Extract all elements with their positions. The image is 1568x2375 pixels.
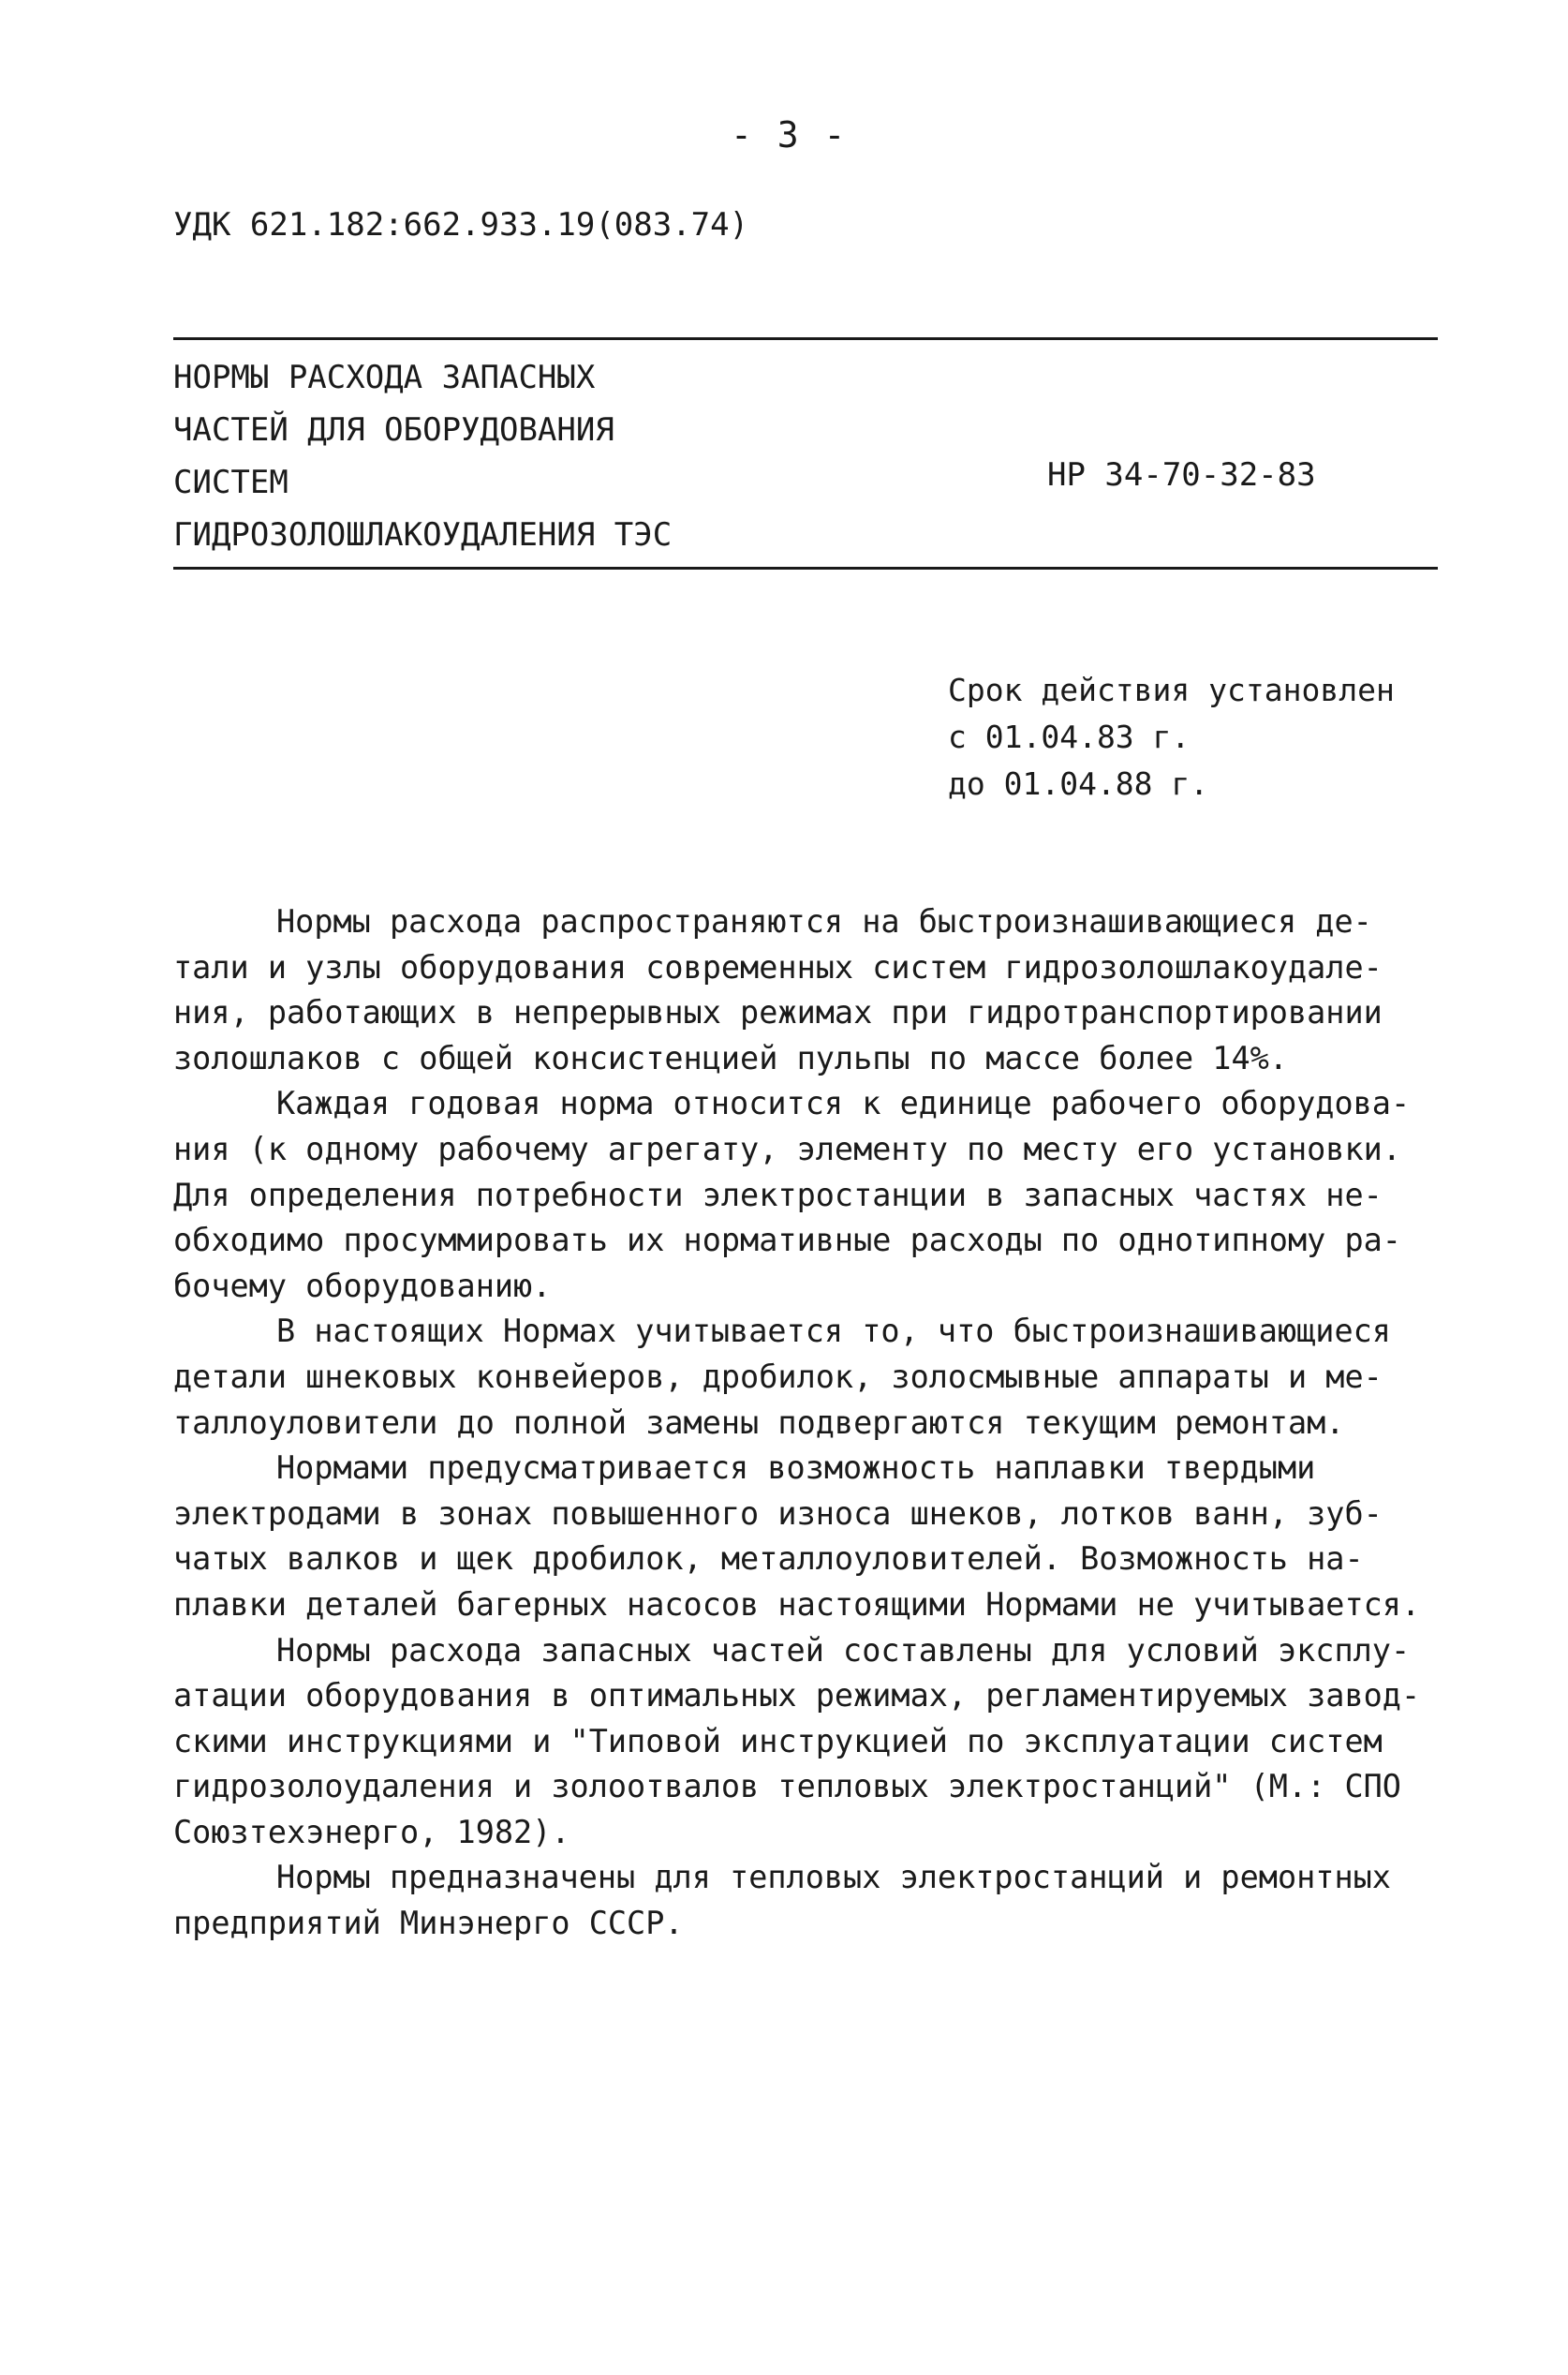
paragraph <box>173 1446 1466 1627</box>
title-line: ГИДРОЗОЛОШЛАКОУДАЛЕНИЯ ТЭС <box>173 516 673 554</box>
text-line: В настоящих Нормах учитывается то, что быстроизнашивающиеся <box>276 1313 1391 1350</box>
header-rule-bottom <box>173 567 1438 570</box>
page-number: - 3 - <box>731 114 848 156</box>
text-line: Нормы предназначены для тепловых электростанций и ремонтных <box>276 1859 1391 1896</box>
text-line: предприятий Минэнерго СССР. <box>173 1905 684 1942</box>
validity-line: с 01.04.83 г. <box>948 719 1191 755</box>
validity-period <box>948 667 1395 808</box>
body-text <box>173 899 1466 1947</box>
text-line: скими инструкциями и "Типовой инструкцией по эксплуатации систем <box>173 1722 1383 1759</box>
paragraph <box>173 1309 1466 1446</box>
title-line: СИСТЕМ <box>173 464 288 501</box>
text-line: электродами в зонах повышенного износа шнеков, лотков ванн, зуб- <box>173 1494 1383 1532</box>
text-line: детали шнековых конвейеров, дробилок, золосмывные аппараты и ме- <box>173 1358 1383 1395</box>
text-line: ния, работающих в непрерывных режимах при гидротранспортировании <box>173 994 1383 1032</box>
text-line: гидрозолоудаления и золоотвалов тепловых электростанций" (М.: СПО <box>173 1768 1401 1805</box>
text-line: атации оборудования в оптимальных режимах, регламентируемых завод- <box>173 1677 1421 1714</box>
text-line: Нормы расхода распространяются на быстроизнашивающиеся де- <box>276 903 1372 940</box>
text-line: Для определения потребности электростанции в запасных частях не- <box>173 1176 1383 1213</box>
paragraph <box>173 1081 1466 1309</box>
title-line: НОРМЫ РАСХОДА ЗАПАСНЫХ <box>173 359 596 396</box>
text-line: Каждая годовая норма относится к единице рабочего оборудова- <box>276 1085 1411 1122</box>
udk-code: УДК 621.182:662.933.19(083.74) <box>173 206 749 244</box>
text-line: плавки деталей багерных насосов настоящими Нормами не учитывается. <box>173 1585 1421 1623</box>
paragraph <box>173 1628 1466 1856</box>
validity-line: до 01.04.88 г. <box>948 765 1209 802</box>
text-line: бочему оборудованию. <box>173 1267 552 1304</box>
document-code: НР 34-70-32-83 <box>1047 456 1316 494</box>
validity-line: Срок действия установлен <box>948 672 1395 708</box>
text-line: золошлаков с общей консистенцией пульпы по массе более 14%. <box>173 1039 1288 1076</box>
text-line: таллоуловители до полной замены подвергаются текущим ремонтам. <box>173 1403 1345 1441</box>
header-rule-top <box>173 337 1438 340</box>
title-line: ЧАСТЕЙ ДЛЯ ОБОРУДОВАНИЯ <box>173 411 614 449</box>
text-line: Нормы расхода запасных частей составлены для условий эксплу- <box>276 1631 1411 1669</box>
text-line: обходимо просуммировать их нормативные расходы по однотипному ра- <box>173 1222 1401 1259</box>
text-line: Нормами предусматривается возможность наплавки твердыми <box>276 1449 1316 1487</box>
text-line: Союзтехэнерго, 1982). <box>173 1813 570 1850</box>
paragraph <box>173 899 1466 1081</box>
text-line: чатых валков и щек дробилок, металлоуловителей. Возможность на- <box>173 1540 1364 1578</box>
document-title <box>173 351 672 561</box>
paragraph <box>173 1855 1466 1946</box>
text-line: тали и узлы оборудования современных систем гидрозолошлакоудале- <box>173 948 1383 986</box>
text-line: ния (к одному рабочему агрегату, элементу по месту его установки. <box>173 1130 1401 1167</box>
